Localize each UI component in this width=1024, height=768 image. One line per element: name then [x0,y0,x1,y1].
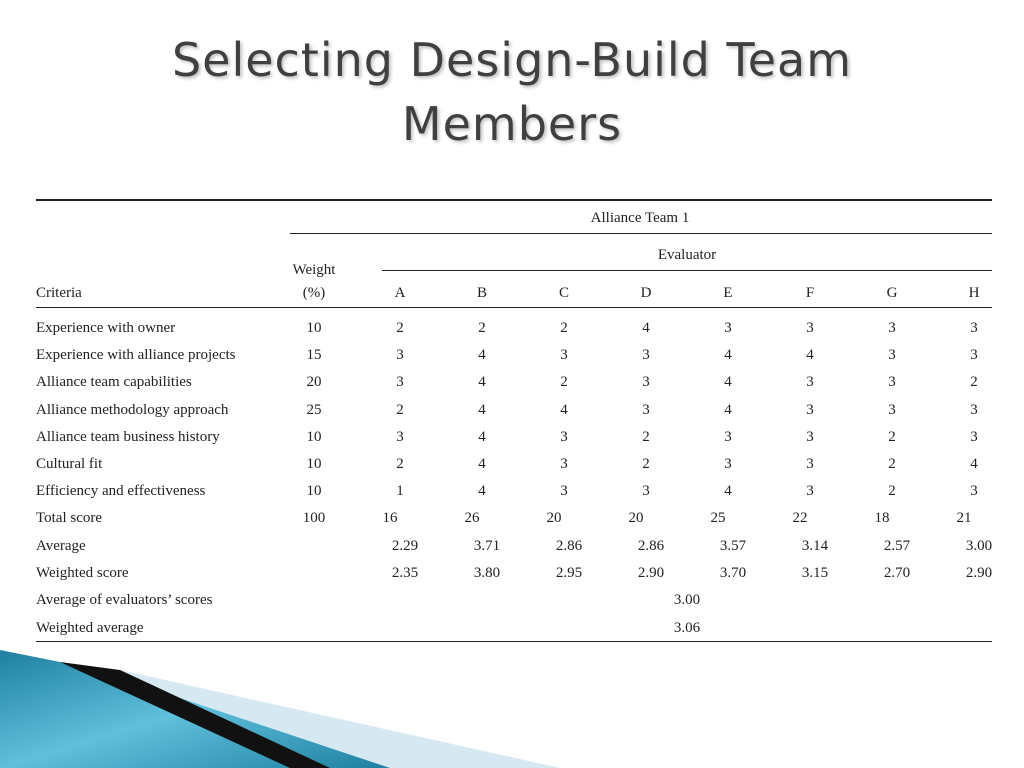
evaluator-d-header: D [640,285,652,301]
average-evaluators-label: Average of evaluators’ scores [36,592,213,608]
criteria-label: Alliance team business history [36,429,220,445]
score-cell: 3 [560,429,568,445]
score-cell: 3 [888,402,896,418]
table-top-rule [36,199,992,201]
score-cell: 3 [806,374,814,390]
score-cell: 3 [970,483,978,499]
total-score-cell: 22 [792,510,808,526]
score-cell: 3 [970,402,978,418]
weight-cell: 10 [306,483,322,499]
weight-header-line-2: (%) [302,285,326,301]
weighted-score-cell: 3.15 [801,565,829,581]
score-cell: 4 [478,456,486,472]
criteria-header: Criteria [36,285,82,301]
score-cell: 3 [642,347,650,363]
total-score-cell: 25 [710,510,726,526]
group-header-rule [290,233,992,234]
score-cell: 3 [560,483,568,499]
score-cell: 3 [888,320,896,336]
score-cell: 4 [724,374,732,390]
average-cell: 2.86 [637,538,665,554]
evaluator-g-header: G [886,285,898,301]
score-cell: 2 [478,320,486,336]
weighted-average-label: Weighted average [36,620,144,636]
evaluator-f-header: F [805,285,815,301]
average-cell: 2.86 [555,538,583,554]
score-cell: 3 [806,429,814,445]
score-cell: 3 [724,429,732,445]
criteria-label: Experience with owner [36,320,176,336]
score-cell: 3 [560,347,568,363]
total-score-label: Total score [36,510,103,526]
score-cell: 3 [888,347,896,363]
score-cell: 4 [478,347,486,363]
score-cell: 2 [970,374,978,390]
total-score-cell: 18 [874,510,890,526]
score-cell: 2 [396,320,404,336]
score-cell: 2 [560,374,568,390]
score-cell: 4 [478,483,486,499]
criteria-label: Efficiency and effectiveness [36,483,206,499]
evaluator-header: Evaluator [657,247,717,263]
score-cell: 3 [888,374,896,390]
average-cell: 3.14 [801,538,829,554]
evaluator-e-header: E [723,285,733,301]
score-cell: 3 [806,320,814,336]
score-cell: 2 [560,320,568,336]
score-cell: 3 [724,456,732,472]
score-cell: 4 [724,402,732,418]
total-score-cell: 20 [628,510,644,526]
evaluator-a-header: A [394,285,406,301]
score-cell: 3 [642,402,650,418]
total-score-cell: 20 [546,510,562,526]
score-cell: 3 [724,320,732,336]
score-cell: 3 [970,429,978,445]
criteria-label: Experience with alliance projects [36,347,236,363]
score-cell: 4 [724,483,732,499]
weighted-score-cell: 2.90 [965,565,993,581]
average-cell: 3.00 [965,538,993,554]
evaluator-c-header: C [558,285,570,301]
score-cell: 3 [396,347,404,363]
average-cell: 2.57 [883,538,911,554]
score-cell: 2 [888,429,896,445]
score-cell: 3 [806,402,814,418]
total-weight-cell: 100 [302,510,326,526]
weighted-score-cell: 2.35 [391,565,419,581]
score-cell: 4 [560,402,568,418]
average-cell: 2.29 [391,538,419,554]
weight-cell: 15 [306,347,322,363]
weight-cell: 25 [306,402,322,418]
score-cell: 2 [396,402,404,418]
score-cell: 3 [642,374,650,390]
weight-header-line-1: Weight [292,262,336,278]
weighted-score-cell: 2.70 [883,565,911,581]
evaluator-h-header: H [968,285,980,301]
weighted-score-cell: 2.95 [555,565,583,581]
weighted-score-label: Weighted score [36,565,129,581]
slide-title-line-1: Selecting Design-Build Team [171,33,853,87]
criteria-label: Alliance methodology approach [36,402,229,418]
score-cell: 2 [642,429,650,445]
score-cell: 2 [642,456,650,472]
evaluator-header-rule [382,270,992,271]
weighted-score-cell: 3.70 [719,565,747,581]
weight-cell: 20 [306,374,322,390]
total-score-cell: 21 [956,510,972,526]
score-cell: 3 [806,456,814,472]
weight-cell: 10 [306,429,322,445]
criteria-label: Alliance team capabilities [36,374,192,390]
score-cell: 4 [970,456,978,472]
weight-cell: 10 [306,320,322,336]
group-header: Alliance Team 1 [590,210,690,226]
criteria-label: Cultural fit [36,456,103,472]
weight-cell: 10 [306,456,322,472]
score-cell: 3 [642,483,650,499]
score-cell: 2 [396,456,404,472]
weighted-score-cell: 2.90 [637,565,665,581]
evaluator-b-header: B [476,285,488,301]
average-evaluators-value: 3.00 [673,592,701,608]
score-cell: 3 [970,320,978,336]
score-cell: 4 [642,320,650,336]
score-cell: 1 [396,483,404,499]
score-cell: 3 [970,347,978,363]
weighted-average-value: 3.06 [673,620,701,636]
average-cell: 3.57 [719,538,747,554]
score-cell: 4 [806,347,814,363]
score-cell: 4 [478,374,486,390]
score-cell: 2 [888,483,896,499]
score-cell: 4 [724,347,732,363]
score-cell: 3 [806,483,814,499]
score-cell: 3 [396,374,404,390]
score-cell: 4 [478,429,486,445]
column-header-rule [36,307,992,308]
total-score-cell: 16 [382,510,398,526]
average-cell: 3.71 [473,538,501,554]
average-label: Average [36,538,86,554]
corner-decoration [0,640,1024,768]
score-cell: 4 [478,402,486,418]
score-cell: 3 [396,429,404,445]
score-cell: 3 [560,456,568,472]
score-cell: 2 [888,456,896,472]
slide-title-line-2: Members [401,97,623,151]
total-score-cell: 26 [464,510,480,526]
weighted-score-cell: 3.80 [473,565,501,581]
